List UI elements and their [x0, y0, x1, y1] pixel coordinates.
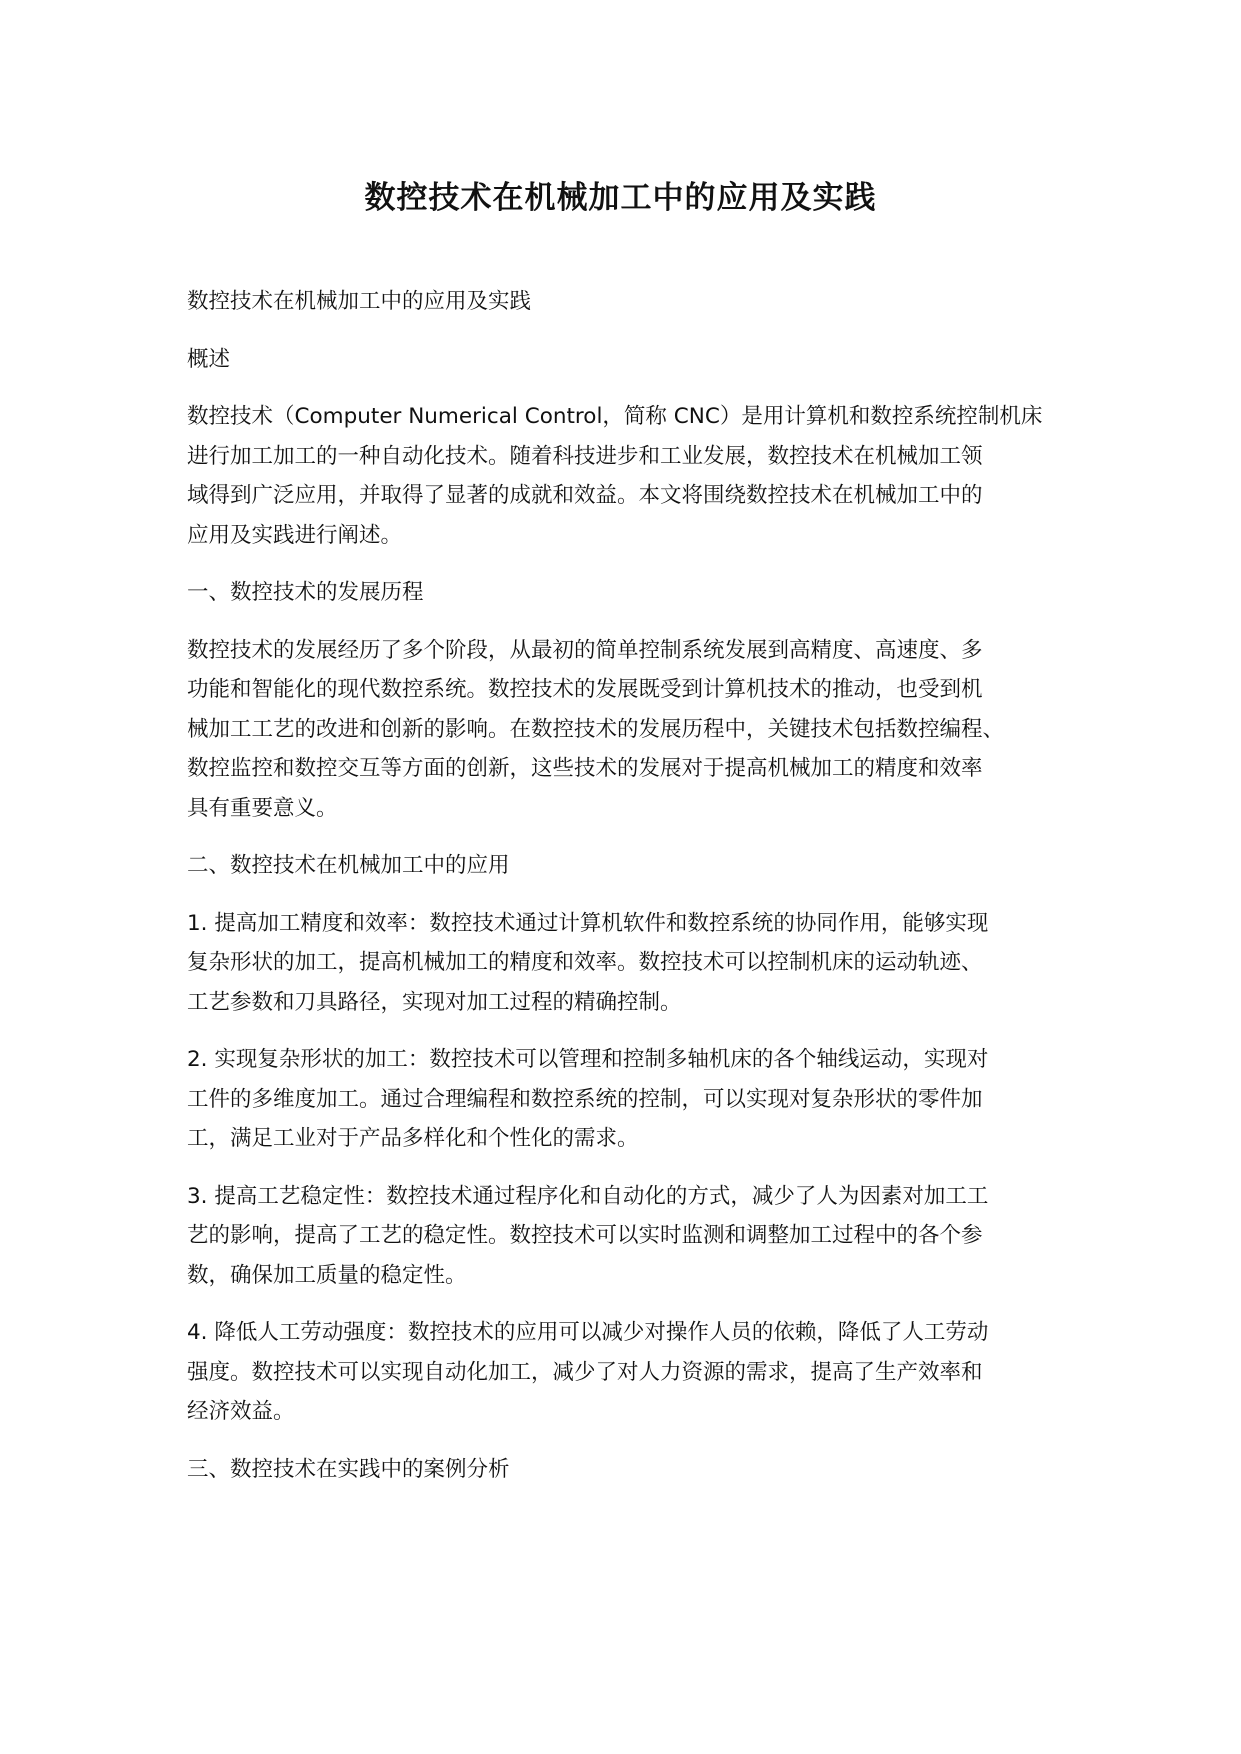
text-line: 数控监控和数控交互等方面的创新，这些技术的发展对于提高机械加工的精度和效率 [187, 756, 983, 781]
text-line: 4. 降低人工劳动强度：数控技术的应用可以减少对操作人员的依赖，降低了人工劳动 [187, 1320, 989, 1345]
text-line: 功能和智能化的现代数控系统。数控技术的发展既受到计算机技术的推动，也受到机 [187, 677, 983, 702]
text-line: 进行加工加工的一种自动化技术。随着科技进步和工业发展，数控技术在机械加工领 [187, 443, 983, 469]
text-line: 数，确保加工质量的稳定性。 [187, 1262, 467, 1288]
paragraph-intro [187, 397, 1067, 555]
text-line: 数控技术（Computer Numerical Control，简称 CNC）是用计算机和数控系统控制机床 [187, 404, 1043, 429]
list-item-4 [187, 1313, 1067, 1432]
section-heading-overview [187, 340, 1067, 380]
text-line: 1. 提高加工精度和效率：数控技术通过计算机软件和数控系统的协同作用，能够实现 [187, 910, 989, 936]
section-heading-case-study [187, 1450, 1067, 1490]
document-body [187, 282, 1067, 1507]
section-heading-applications [187, 846, 1067, 886]
list-item-1 [187, 904, 1067, 1023]
text-line: 应用及实践进行阐述。 [187, 522, 403, 548]
text-line: 3. 提高工艺稳定性：数控技术通过程序化和自动化的方式，减少了人为因素对加工工 [187, 1183, 989, 1209]
paragraph-history [187, 631, 1067, 829]
text-line: 复杂形状的加工，提高机械加工的精度和效率。数控技术可以控制机床的运动轨迹、 [187, 950, 983, 975]
text-line: 数控技术在机械加工中的应用及实践 [187, 289, 532, 314]
text-line: 工，满足工业对于产品多样化和个性化的需求。 [187, 1126, 639, 1151]
text-line: 三、数控技术在实践中的案例分析 [187, 1456, 510, 1482]
document-title: 数控技术在机械加工中的应用及实践 [364, 180, 877, 216]
text-line: 强度。数控技术可以实现自动化加工，减少了对人力资源的需求，提高了生产效率和 [187, 1359, 983, 1385]
text-line: 经济效益。 [187, 1399, 295, 1424]
section-heading-history [187, 573, 1067, 613]
text-line: 二、数控技术在机械加工中的应用 [187, 853, 510, 878]
text-line: 械加工工艺的改进和创新的影响。在数控技术的发展历程中，关键技术包括数控编程、 [187, 716, 1005, 742]
text-line: 一、数控技术的发展历程 [187, 580, 424, 605]
text-line: 工件的多维度加工。通过合理编程和数控系统的控制，可以实现对复杂形状的零件加 [187, 1086, 983, 1112]
text-line: 具有重要意义。 [187, 795, 338, 821]
list-item-3 [187, 1177, 1067, 1296]
text-line: 工艺参数和刀具路径，实现对加工过程的精确控制。 [187, 989, 682, 1015]
text-line: 2. 实现复杂形状的加工：数控技术可以管理和控制多轴机床的各个轴线运动，实现对 [187, 1047, 989, 1072]
body-subtitle [187, 282, 1067, 322]
text-line: 艺的影响，提高了工艺的稳定性。数控技术可以实时监测和调整加工过程中的各个参 [187, 1223, 983, 1248]
list-item-2 [187, 1040, 1067, 1159]
text-line: 数控技术的发展经历了多个阶段，从最初的简单控制系统发展到高精度、高速度、多 [187, 637, 983, 663]
text-line: 概述 [187, 346, 231, 372]
text-line: 域得到广泛应用，并取得了显著的成就和效益。本文将围绕数控技术在机械加工中的 [187, 483, 983, 508]
